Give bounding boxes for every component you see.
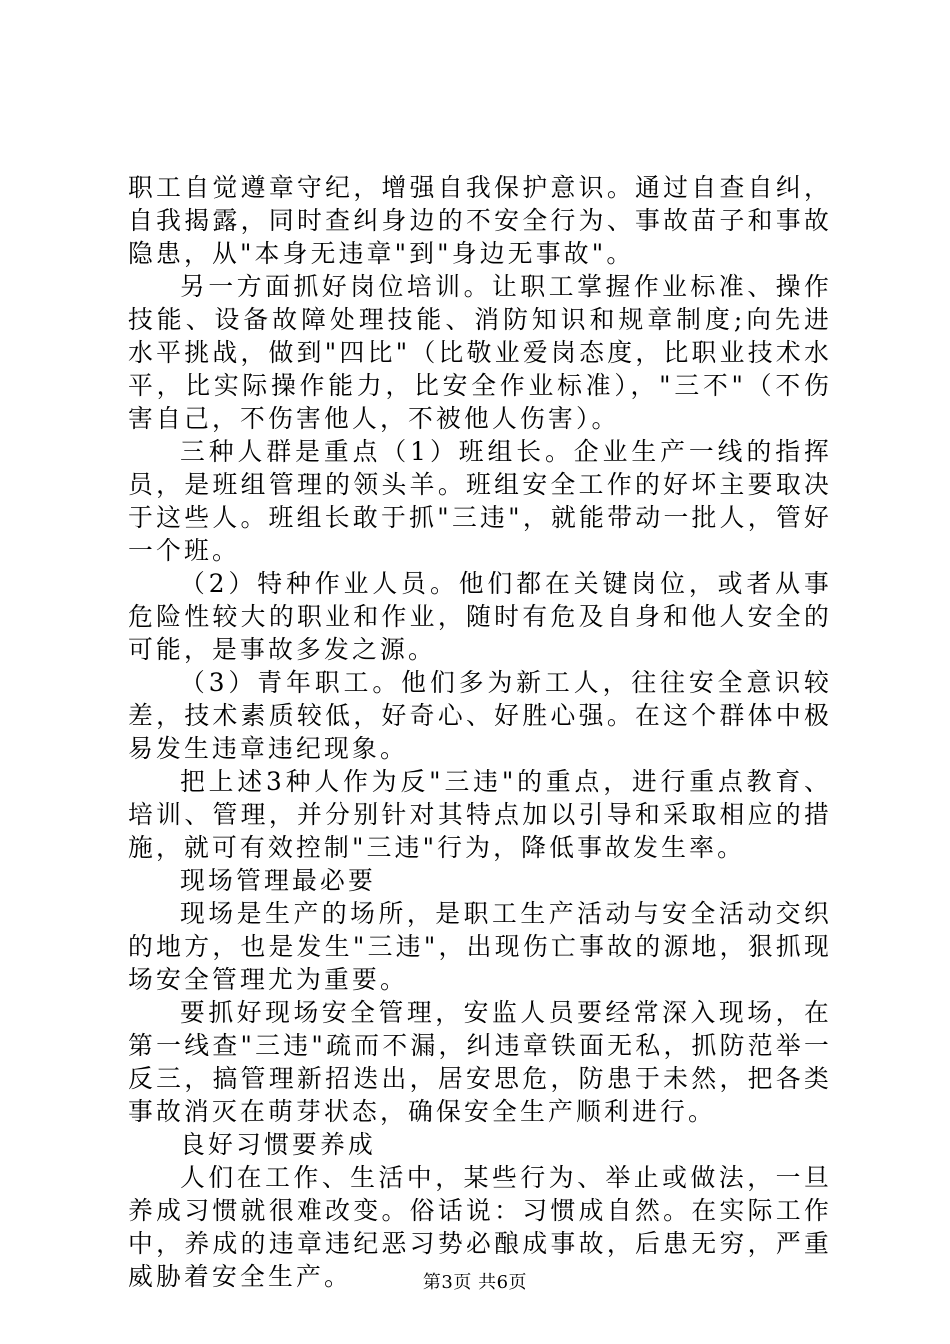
paragraph: 职工自觉遵章守纪，增强自我保护意识。通过自查自纠，自我揭露，同时查纠身边的不安全行为、事故苗子和事故隐患，从"本身无违章"到"身边无事故"。	[128, 173, 832, 268]
paragraph: （2）特种作业人员。他们都在关键岗位，或者从事危险性较大的职业和作业，随时有危及自身和他人安全的可能，是事故多发之源。	[128, 569, 832, 664]
paragraph: 要抓好现场安全管理，安监人员要经常深入现场，在第一线查"三违"疏而不漏，纠违章铁面无私，抓防范举一反三，搞管理新招迭出，居安思危，防患于未然，把各类事故消灭在萌芽状态，确保安全生产顺利进行。	[128, 998, 832, 1126]
paragraph: 人们在工作、生活中，某些行为、举止或做法，一旦养成习惯就很难改变。俗话说：习惯成自然。在实际工作中，养成的违章违纪恶习势必酿成事故，后患无穷，严重威胁着安全生产。	[128, 1163, 832, 1291]
section-heading: 现场管理最必要	[180, 866, 376, 895]
paragraph: 现场是生产的场所，是职工生产活动与安全活动交织的地方，也是发生"三违"，出现伤亡事故的源地，狠抓现场安全管理尤为重要。	[128, 899, 832, 994]
paragraph: 另一方面抓好岗位培训。让职工掌握作业标准、操作技能、设备故障处理技能、消防知识和规章制度;向先进水平挑战，做到"四比"（比敬业爱岗态度，比职业技术水平，比实际操作能力，比安全作业标准），"三不"（不伤害自己，不伤害他人，不被他人伤害）。	[128, 272, 832, 433]
page-footer	[0, 1271, 950, 1295]
paragraph: （3）青年职工。他们多为新工人，往往安全意识较差，技术素质较低，好奇心、好胜心强。在这个群体中极易发生违章违纪现象。	[128, 668, 832, 763]
page-number: 第3页 共6页	[422, 1272, 528, 1293]
paragraph: 三种人群是重点（1）班组长。企业生产一线的指挥员，是班组管理的领头羊。班组安全工作的好坏主要取决于这些人。班组长敢于抓"三违"，就能带动一批人，管好一个班。	[128, 437, 832, 565]
section-heading: 良好习惯要养成	[180, 1130, 376, 1159]
paragraph: 把上述3种人作为反"三违"的重点，进行重点教育、培训、管理，并分别针对其特点加以引导和采取相应的措施，就可有效控制"三违"行为，降低事故发生率。	[128, 767, 832, 862]
body-text	[128, 171, 832, 1293]
